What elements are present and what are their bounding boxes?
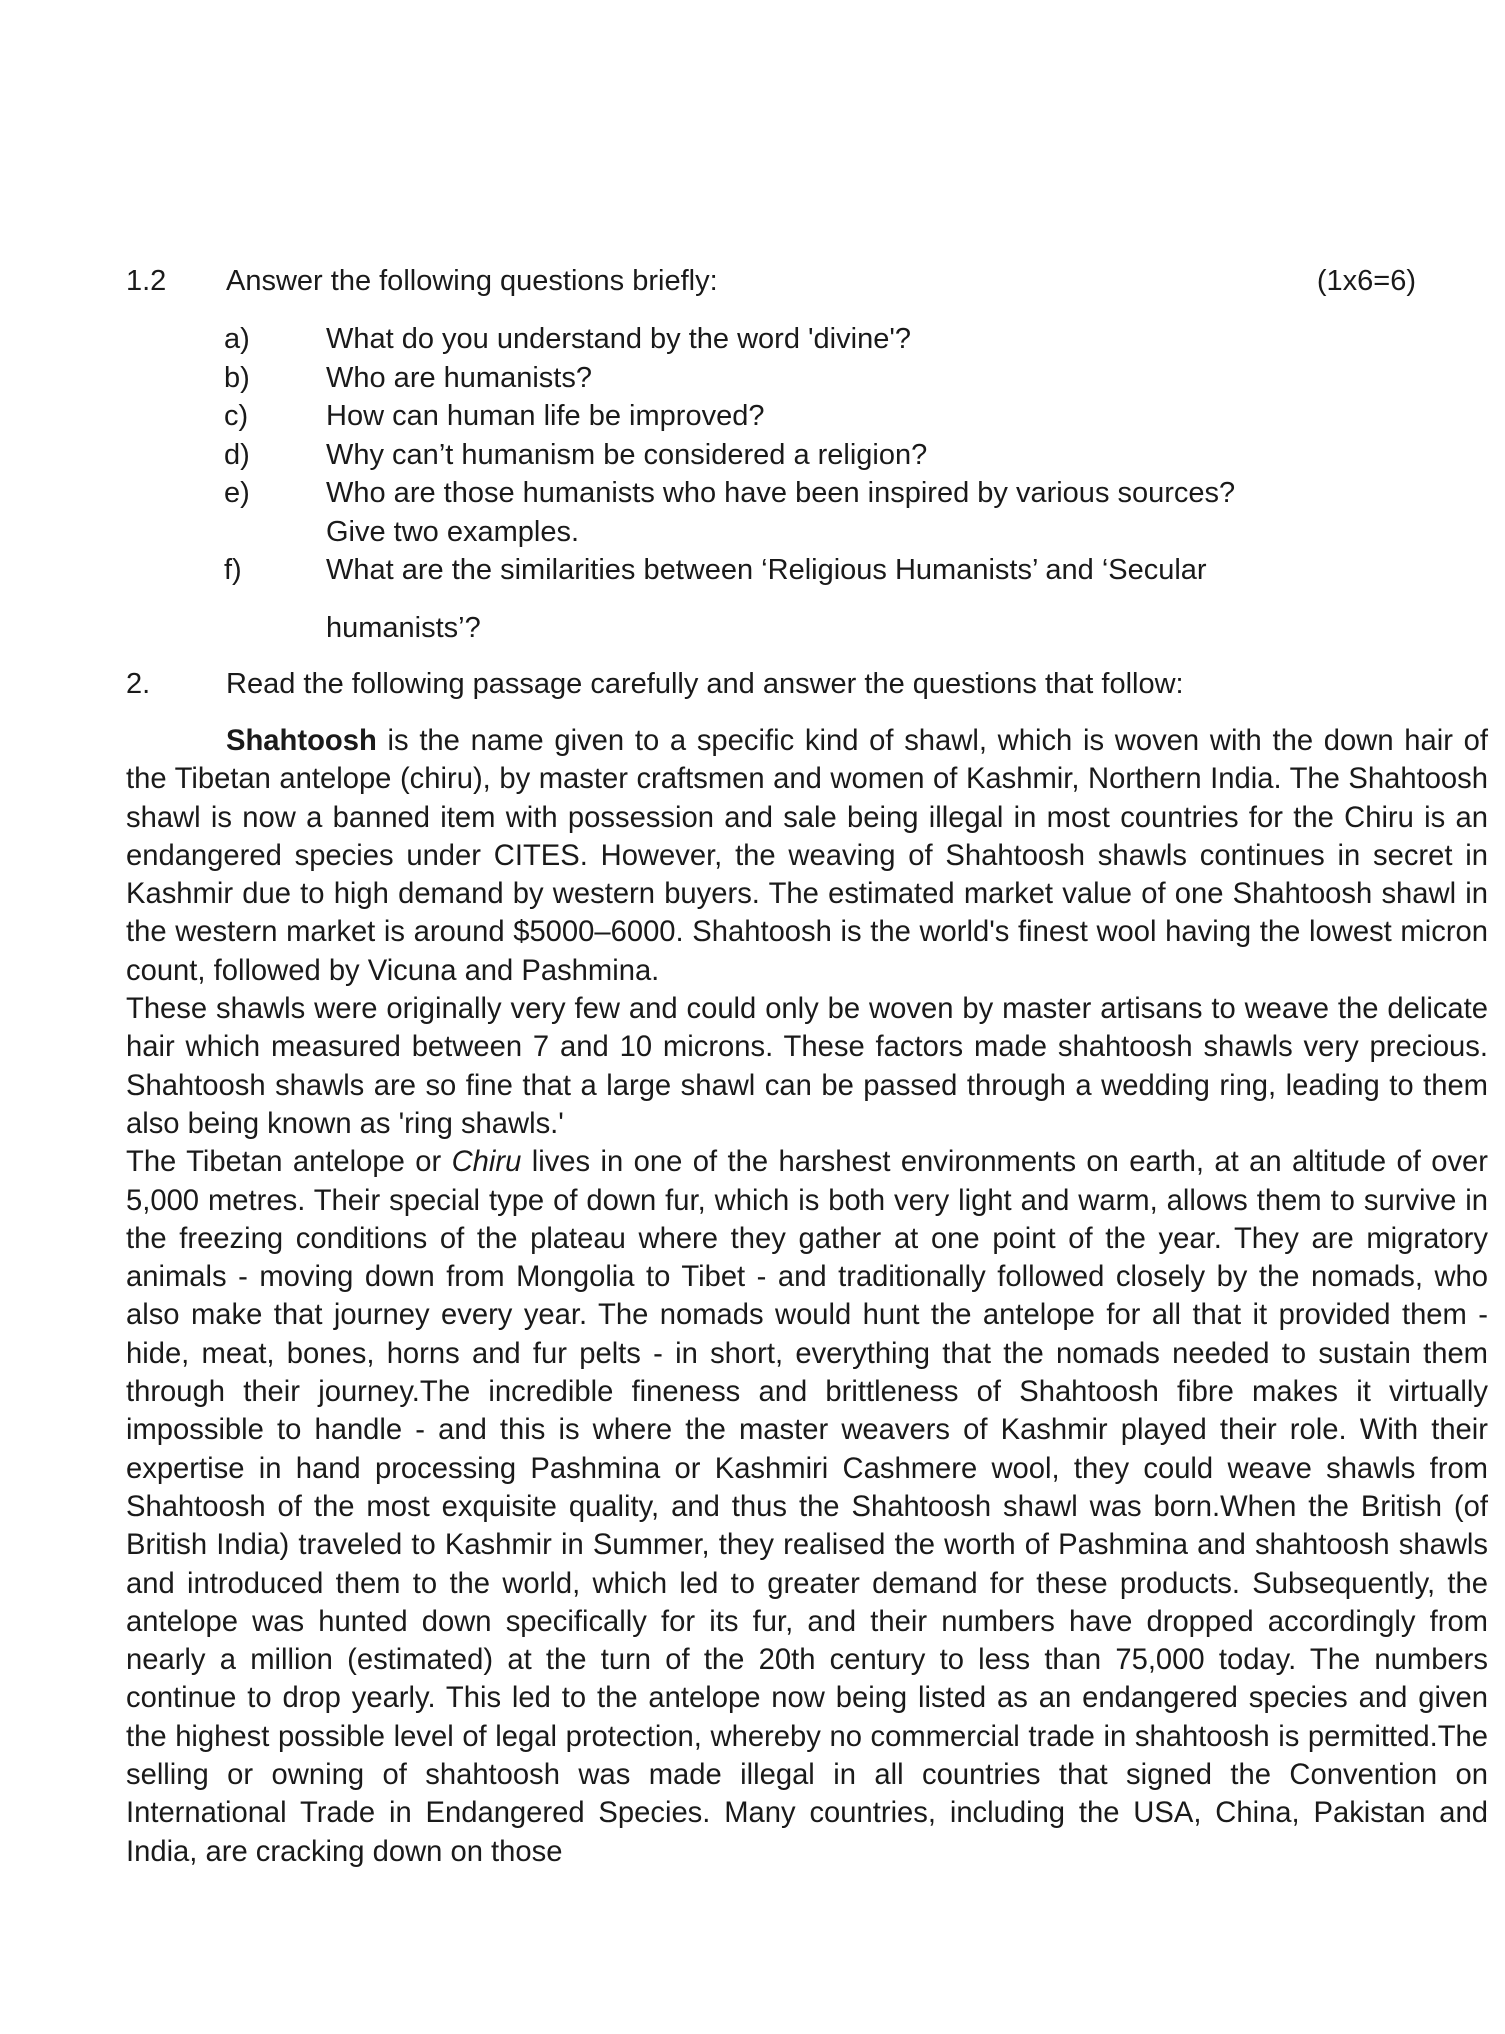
question-marks: (1x6=6) — [1316, 265, 1416, 297]
question-prompt: Answer the following questions briefly: — [226, 265, 718, 297]
reading-passage — [126, 722, 1488, 1871]
sub-question-text: How can human life be improved? — [326, 400, 765, 432]
sub-question-text: What do you understand by the word 'divine'? — [326, 323, 911, 355]
sub-question-text: What are the similarities between ‘Religious Humanists’ and ‘Secular — [326, 554, 1207, 586]
sub-question-text-continued: Give two examples. — [326, 515, 580, 548]
sub-question-a — [224, 320, 1374, 359]
sub-question-text: Who are those humanists who have been inspired by various sources? — [326, 477, 1236, 509]
sub-question-letter: d) — [224, 438, 250, 471]
sub-question-text: Why can’t humanism be considered a religion? — [326, 438, 928, 471]
passage-italic-term: Chiru — [451, 1146, 522, 1179]
sub-question-c — [224, 397, 1374, 436]
passage-text: lives in one of the harshest environments on earth, at an altitude of over 5,000 metres. Their special type of down fur, which is both very light and warm, allows them to survive in the freezing conditions of the plateau where they gather at one point of the year. They are migratory animals - moving down from Mongolia to Tibet - and traditionally followed closely by the nomads, who also make that journey every year. The nomads would hunt the antelope for all that it provided them - hide, meat, bones, horns and fur pelts - in short, everything that the nomads needed to sustain them through their journey.The incredible fineness and brittleness of Shahtoosh fibre makes it virtually impossible to handle - and this is where the master weavers of Kashmir played their role. With their expertise in hand processing Pashmina or Kashmiri Cashmere wool, they could weave shawls from Shahtoosh of the most exquisite quality, and thus the Shahtoosh shawl was born.When the British (of British India) traveled to Kashmir in Summer, they realised the worth of Pashmina and shahtoosh shawls and introduced them to the world, which led to greater demand for these products. Subsequently, the antelope was hunted down specifically for its fur, and their numbers have dropped accordingly from nearly a million (estimated) at the turn of the 20th century to less than 75,000 today. The numbers continue to drop yearly. This led to the antelope now being listed as an endangered species and given the highest possible level of legal protection, whereby no commercial trade in shahtoosh is permitted.The selling or owning of shahtoosh was made illegal in all countries that signed the Convention on International Trade in Endangered Species. Many countries, including the USA, China, Pakistan and India, are cracking down on those — [126, 1146, 1488, 1868]
question-number: 2. — [126, 668, 151, 700]
sub-question-letter: c) — [224, 400, 249, 432]
sub-question-letter: a) — [224, 323, 250, 355]
sub-question-b — [224, 359, 1374, 398]
passage-text: is the name given to a specific kind of shawl, which is woven with the down hair of the Tibetan antelope (chiru), by master craftsmen and women of Kashmir, Northern India. The Shahtoosh shawl is now a banned item with possession and sale being illegal in most countries for the Chiru is an endangered species under CITES. However, the weaving of Shahtoosh shawls continues in secret in Kashmir due to high demand by western buyers. The estimated market value of one Shahtoosh shawl in the western market is around $5000–6000. Shahtoosh is the world's finest wool having the lowest micron count, followed by Vicuna and Pashmina. — [126, 725, 1488, 987]
passage-paragraph-3 — [126, 1143, 1488, 1871]
sub-question-d — [224, 436, 1374, 475]
passage-lead-term: Shahtoosh — [226, 725, 377, 757]
sub-question-text: Who are humanists? — [326, 361, 592, 394]
question-number: 1.2 — [126, 265, 167, 297]
passage-paragraph-2: These shawls were originally very few and could only be woven by master artisans to weave the delicate hair which measured between 7 and 10 microns. These factors made shahtoosh shawls very precious. Shahtoosh shawls are so fine that a large shawl can be passed through a wedding ring, leading to them also being known as 'ring shawls.' — [126, 993, 1488, 1140]
sub-question-e — [224, 474, 1374, 551]
question-prompt: Read the following passage carefully and answer the questions that follow: — [226, 668, 1184, 700]
passage-text: The Tibetan antelope or — [126, 1146, 452, 1179]
sub-question-letter: f) — [224, 554, 242, 586]
sub-question-letter: e) — [224, 477, 250, 509]
sub-question-list — [224, 320, 1374, 647]
sub-question-letter: b) — [224, 361, 250, 394]
passage-paragraph-1 — [126, 722, 1488, 990]
sub-question-f — [224, 551, 1374, 647]
sub-question-text-continued: humanists’? — [326, 611, 481, 644]
